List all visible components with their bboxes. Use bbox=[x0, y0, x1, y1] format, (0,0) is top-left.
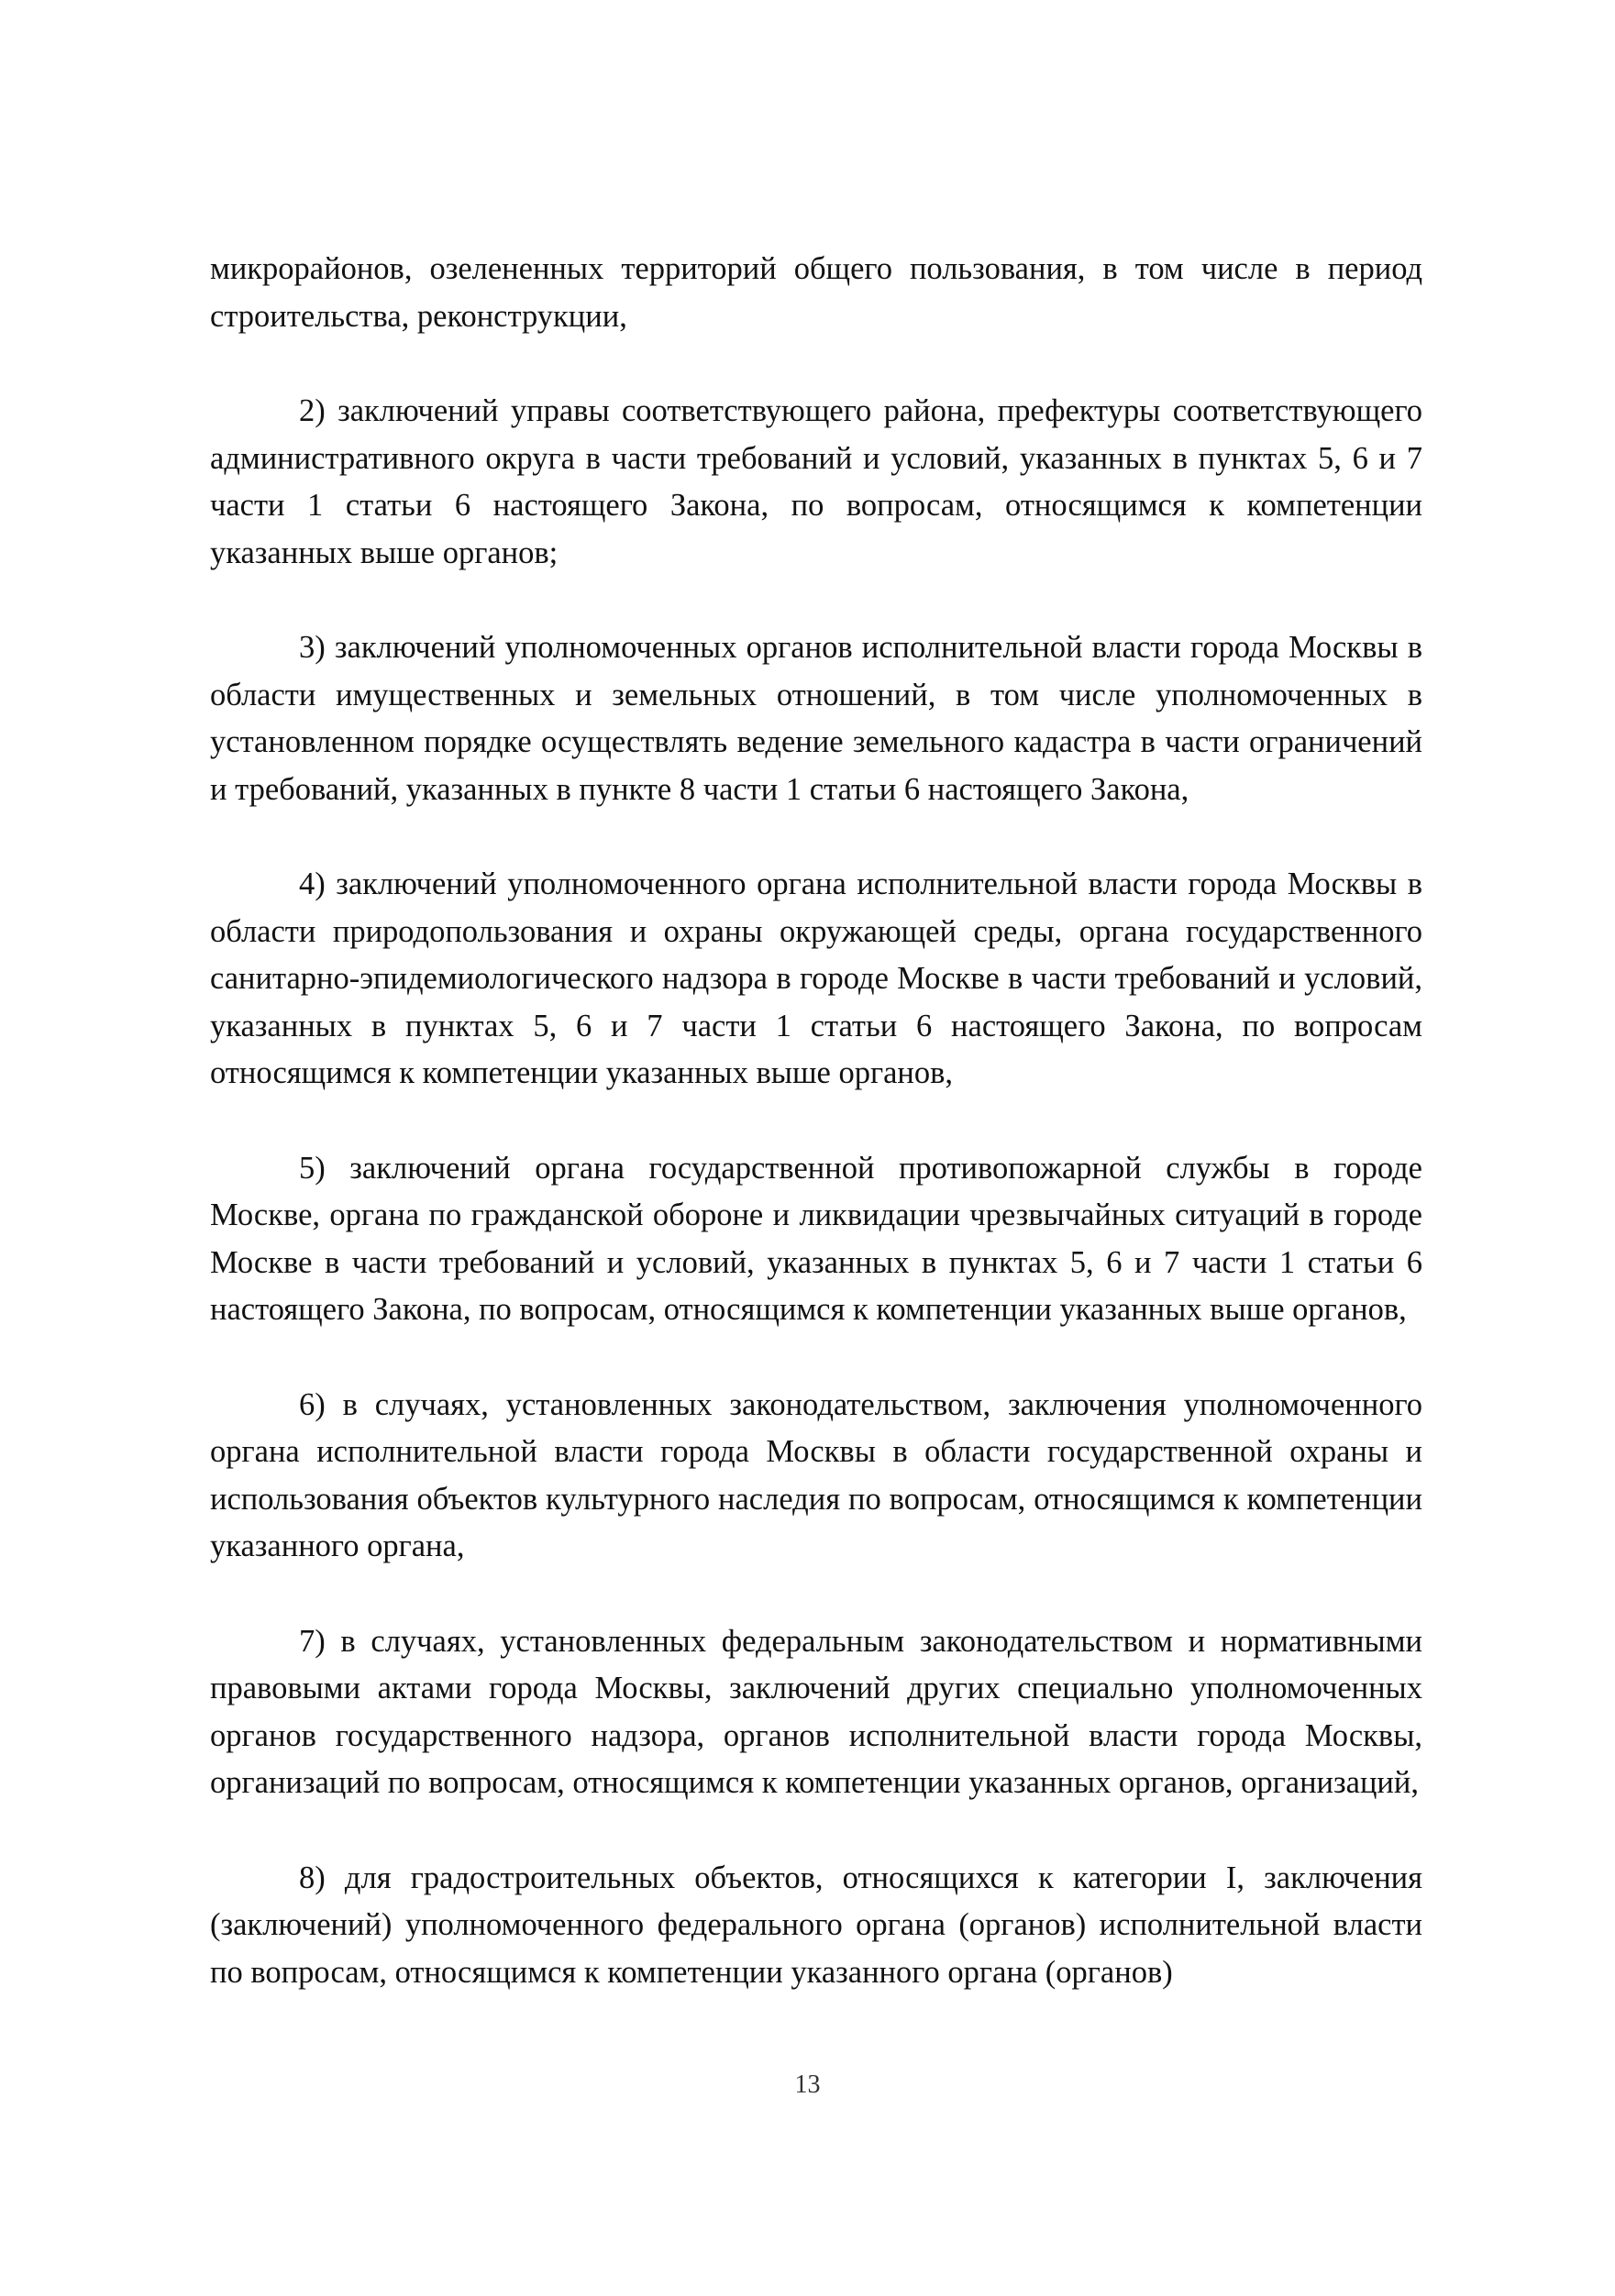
document-body bbox=[210, 246, 1422, 2044]
paragraph-item-7: 7) в случаях, установленных федеральным законодательством и нормативными правовыми актами города Москвы, заключений других специально уполномоченных органов государственного надзора, органов исполнительной власти города Москвы, организаций по вопросам, относящимся к компетенции указанных органов, организаций, bbox=[210, 1623, 1422, 1800]
paragraph-item-2: 2) заключений управы соответствующего района, префектуры соответствующего административного округа в части требований и условий, указанных в пунктах 5, 6 и 7 части 1 статьи 6 настоящего Закона, по вопросам, относящимся к компетенции указанных выше органов; bbox=[210, 393, 1422, 570]
paragraph-item-5: 5) заключений органа государственной противопожарной службы в городе Москве, органа по гражданской обороне и ликвидации чрезвычайных ситуаций в городе Москве в части требований и условий, указанных в пунктах 5, 6 и 7 части 1 статьи 6 настоящего Закона, по вопросам, относящимся к компетенции указанных выше органов, bbox=[210, 1150, 1422, 1327]
page-number: 13 bbox=[794, 2070, 821, 2099]
paragraph-item-3: 3) заключений уполномоченных органов исполнительной власти города Москвы в области имущественных и земельных отношений, в том числе уполномоченных в установленном порядке осуществлять ведение земельного кадастра в части ограничений и требований, указанных в пункте 8 части 1 статьи 6 настоящего Закона, bbox=[210, 630, 1422, 807]
paragraph-item-6: 6) в случаях, установленных законодательством, заключения уполномоченного органа исполнительной власти города Москвы в области государственной охраны и использования объектов культурного наследия по вопросам, относящимся к компетенции указанного органа, bbox=[210, 1386, 1422, 1563]
paragraph-continuation: микрорайонов, озелененных территорий общего пользования, в том числе в период строительства, реконструкции, bbox=[210, 251, 1422, 334]
paragraph-item-8: 8) для градостроительных объектов, относящихся к категории I, заключения (заключений) уполномоченного федерального органа (органов) исполнительной власти по вопросам, относящимся к компетенции указанного органа (органов) bbox=[210, 1860, 1422, 1990]
paragraph-item-4: 4) заключений уполномоченного органа исполнительной власти города Москвы в области природопользования и охраны окружающей среды, органа государственного санитарно-эпидемиологического надзора в городе Москве в части требований и условий, указанных в пунктах 5, 6 и 7 части 1 статьи 6 настоящего Закона, по вопросам относящимся к компетенции указанных выше органов, bbox=[210, 867, 1422, 1090]
